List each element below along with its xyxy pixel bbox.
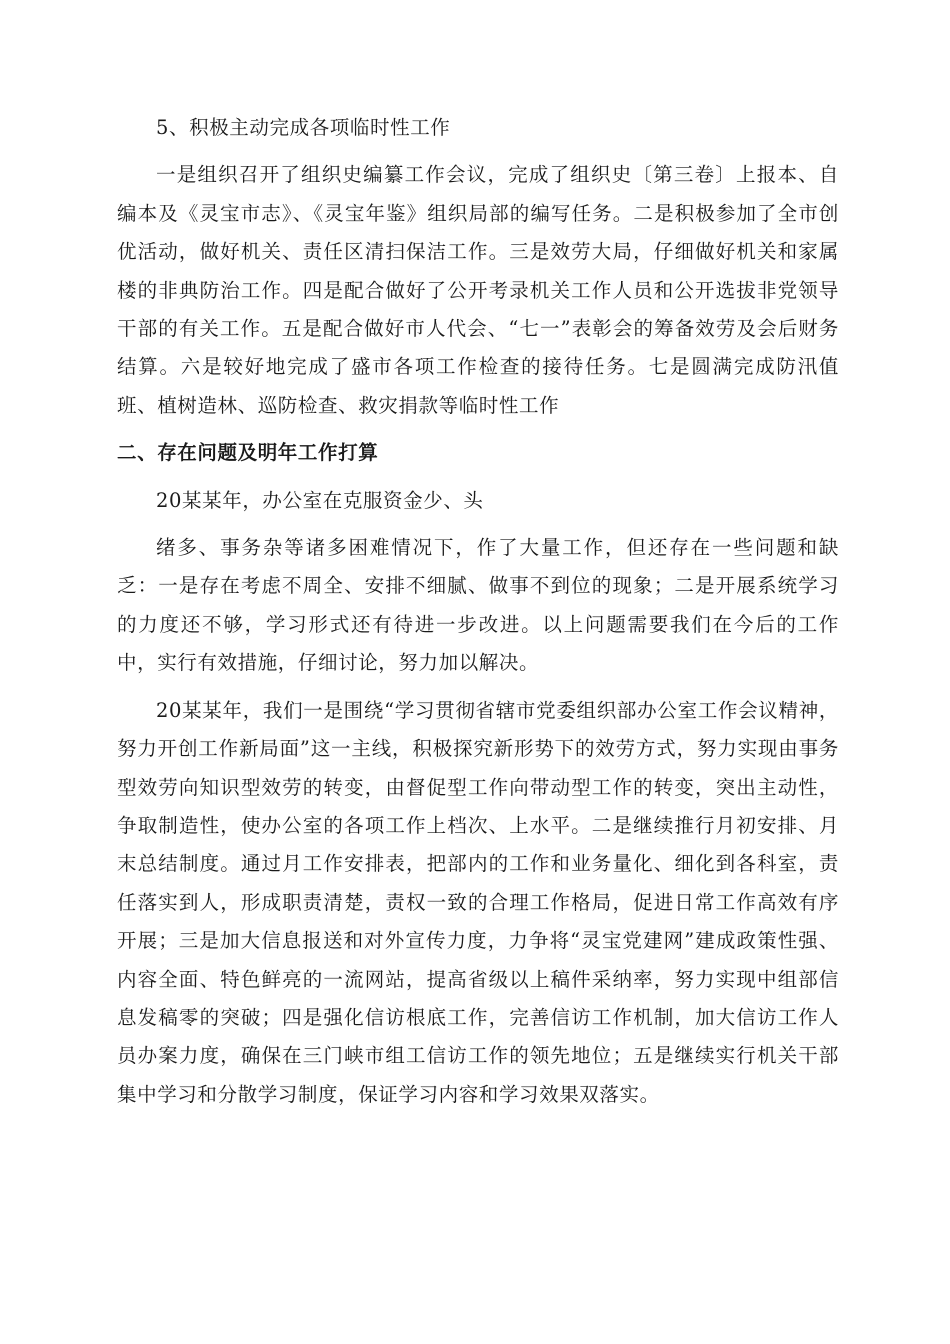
- paragraph-temporary-work: 一是组织召开了组织史编纂工作会议，完成了组织史〔第三卷〕上报本、自编本及《灵宝市志》、《灵宝年鉴》组织局部的编写任务。二是积极参加了全市创优活动，做好机关、责任区清扫保洁工作。三是效劳大局，仔细做好机关和家属楼的非典防治工作。四是配合做好了公开考录机关工作人员和公开选拔非党领导干部的有关工作。五是配合做好市人代会、“七一”表彰会的筹备效劳及会后财务结算。六是较好地完成了盛市各项工作检查的接待任务。七是圆满完成防汛值班、植树造林、巡防检查、救灾捐款等临时性工作: [117, 163, 839, 417]
- document-body: [117, 109, 839, 1114]
- paragraph-problems: 绪多、事务杂等诸多困难情况下，作了大量工作，但还存在一些问题和缺乏：一是存在考虑不周全、安排不细腻、做事不到位的现象；二是开展系统学习的力度还不够，学习形式还有待进一步改进。以上问题需要我们在今后的工作中，实行有效措施，仔细讨论，努力加以解决。: [117, 536, 839, 675]
- paragraph-office-intro: 20某某年，办公室在克服资金少、头: [156, 488, 484, 512]
- item-5-title: 5、积极主动完成各项临时性工作: [156, 116, 451, 139]
- section-2-heading: 二、存在问题及明年工作打算: [117, 441, 379, 465]
- paragraph-next-year-plan: 20某某年，我们一是围绕“学习贯彻省辖市党委组织部办公室工作会议精神，努力开创工作新局面”这一主线，积极探究新形势下的效劳方式，努力实现由事务型效劳向知识型效劳的转变，由督促型工作向带动型工作的转变，突出主动性，争取制造性，使办公室的各项工作上档次、上水平。二是继续推行月初安排、月末总结制度。通过月工作安排表，把部内的工作和业务量化、细化到各科室，责任落实到人，形成职责清楚，责权一致的合理工作格局，促进日常工作高效有序开展；三是加大信息报送和对外宣传力度，力争将“灵宝党建网”建成政策性强、内容全面、特色鲜亮的一流网站，提高省级以上稿件采纳率，努力实现中组部信息发稿零的突破；四是强化信访根底工作，完善信访工作机制，加大信访工作人员办案力度，确保在三门峡市组工信访工作的领先地位；五是继续实行机关干部集中学习和分散学习制度，保证学习内容和学习效果双落实。: [117, 698, 839, 1106]
